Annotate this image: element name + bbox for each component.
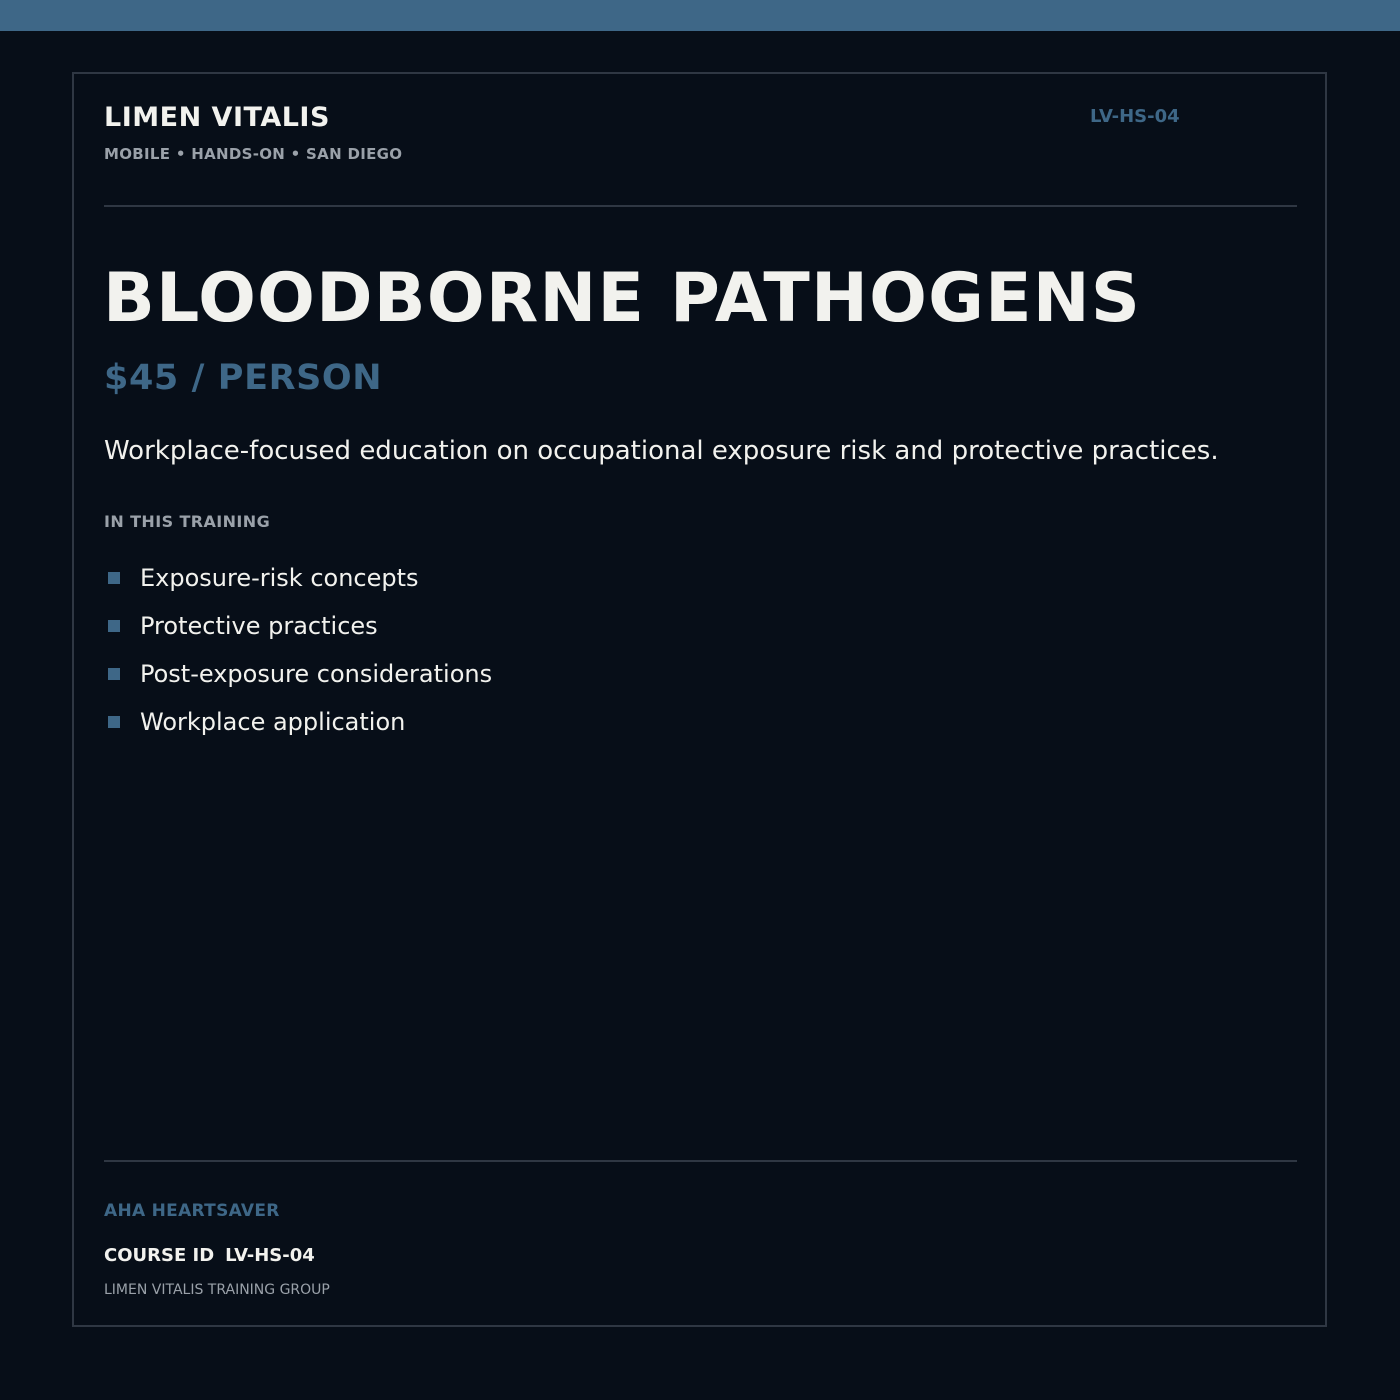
brand-tagline: MOBILE • HANDS-ON • SAN DIEGO [104,145,403,163]
course-id-line [104,1245,315,1266]
course-id-value: LV-HS-04 [225,1245,315,1266]
list-item [104,698,492,746]
training-section-label: IN THIS TRAINING [104,512,271,531]
topic-label: Exposure-risk concepts [140,564,419,592]
square-bullet-icon [108,716,120,728]
footer-divider [104,1160,1297,1162]
square-bullet-icon [108,620,120,632]
course-price: $45 / PERSON [104,358,383,398]
list-item [104,602,492,650]
list-item [104,554,492,602]
header-divider [104,205,1297,207]
course-title: BLOODBORNE PATHOGENS [103,259,1142,338]
topic-label: Workplace application [140,708,406,736]
list-item [104,650,492,698]
course-description: Workplace-focused education on occupational exposure risk and protective practices. [104,436,1219,466]
certification-label: AHA HEARTSAVER [104,1201,280,1221]
square-bullet-icon [108,572,120,584]
organization-name: LIMEN VITALIS TRAINING GROUP [104,1282,330,1298]
topic-label: Protective practices [140,612,378,640]
brand-name: LIMEN VITALIS [104,102,330,133]
training-topic-list [104,554,492,746]
square-bullet-icon [108,668,120,680]
top-accent-bar [0,0,1400,31]
header-course-code: LV-HS-04 [1090,106,1180,127]
course-id-label: COURSE ID [104,1245,215,1266]
topic-label: Post-exposure considerations [140,660,493,688]
